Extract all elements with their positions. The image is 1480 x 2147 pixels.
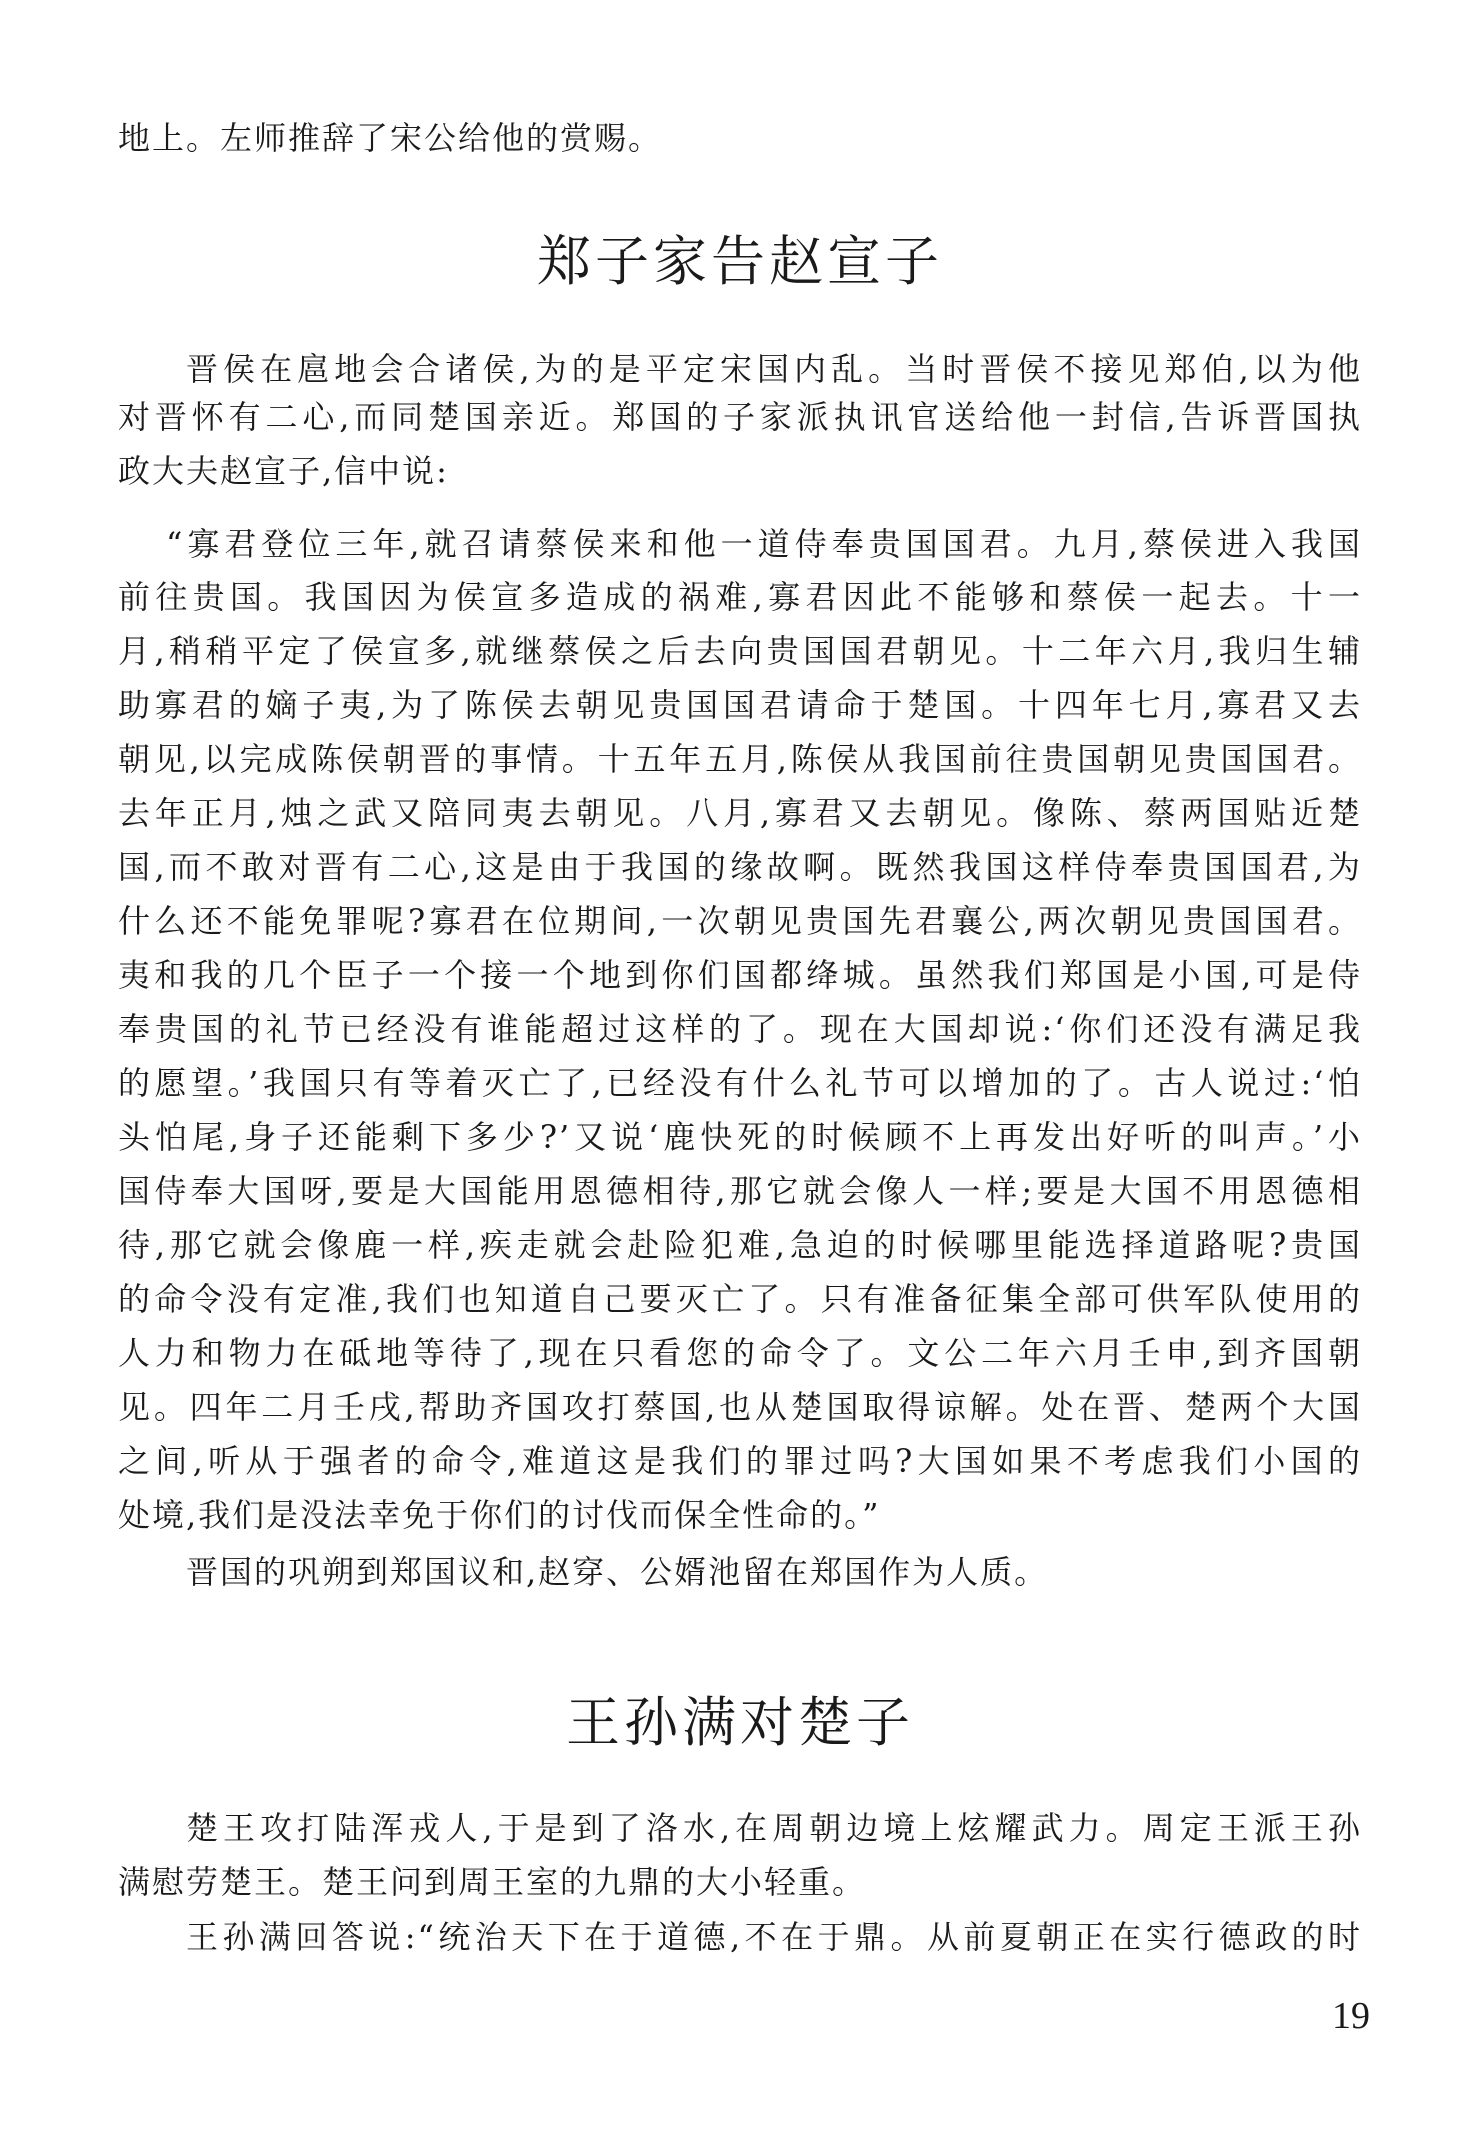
lead-line: 地上。左师推辞了宋公给他的赏赐。 [118,119,663,157]
paragraph-line: 去年正月,烛之武又陪同夷去朝见。八月,寡君又去朝见。像陈、蔡两国贴近楚 [118,794,1362,832]
paragraph-line: 的愿望。’我国只有等着灭亡了,已经没有什么礼节可以增加的了。古人说过:‘怕 [118,1064,1362,1102]
paragraph-line: 晋侯在扈地会合诸侯,为的是平定宋国内乱。当时晋侯不接见郑伯,以为他 [186,350,1362,388]
paragraph-line: 奉贵国的礼节已经没有谁能超过这样的了。现在大国却说:‘你们还没有满足我 [118,1010,1362,1048]
paragraph-line: 助寡君的嫡子夷,为了陈侯去朝见贵国国君请命于楚国。十四年七月,寡君又去 [118,686,1362,724]
paragraph-line: “寡君登位三年,就召请蔡侯来和他一道侍奉贵国国君。九月,蔡侯进入我国 [166,525,1362,563]
paragraph-line: 王孙满回答说:“统治天下在于道德,不在于鼎。从前夏朝正在实行德政的时 [186,1918,1362,1956]
paragraph-line: 之间,听从于强者的命令,难道这是我们的罪过吗?大国如果不考虑我们小国的 [118,1442,1362,1480]
section-title-1: 郑子家告赵宣子 [537,230,943,293]
section-title-2: 王孙满对楚子 [566,1691,914,1754]
paragraph-line: 晋国的巩朔到郑国议和,赵穿、公婿池留在郑国作为人质。 [186,1553,1049,1591]
paragraph-line: 国,而不敢对晋有二心,这是由于我国的缘故啊。既然我国这样侍奉贵国国君,为 [118,848,1362,886]
paragraph-line: 政大夫赵宣子,信中说: [118,452,449,490]
paragraph-line: 月,稍稍平定了侯宣多,就继蔡侯之后去向贵国国君朝见。十二年六月,我归生辅 [118,632,1362,670]
paragraph-line: 国侍奉大国呀,要是大国能用恩德相待,那它就会像人一样;要是大国不用恩德相 [118,1172,1362,1210]
paragraph-line: 楚王攻打陆浑戎人,于是到了洛水,在周朝边境上炫耀武力。周定王派王孙 [186,1809,1362,1847]
paragraph-line: 满慰劳楚王。楚王问到周王室的九鼎的大小轻重。 [118,1863,867,1901]
paragraph-line: 前往贵国。我国因为侯宣多造成的祸难,寡君因此不能够和蔡侯一起去。十一 [118,578,1362,616]
paragraph-line: 夷和我的几个臣子一个接一个地到你们国都绛城。虽然我们郑国是小国,可是侍 [118,956,1362,994]
paragraph-line: 的命令没有定准,我们也知道自己要灭亡了。只有准备征集全部可供军队使用的 [118,1280,1362,1318]
page-number: 19 [1332,1995,1370,2037]
paragraph-line: 对晋怀有二心,而同楚国亲近。郑国的子家派执讯官送给他一封信,告诉晋国执 [118,398,1362,436]
paragraph-line: 朝见,以完成陈侯朝晋的事情。十五年五月,陈侯从我国前往贵国朝见贵国国君。 [118,740,1362,778]
paragraph-line: 人力和物力在砥地等待了,现在只看您的命令了。文公二年六月壬申,到齐国朝 [118,1334,1362,1372]
paragraph-line: 处境,我们是没法幸免于你们的讨伐而保全性命的。” [118,1496,881,1534]
paragraph-line: 头怕尾,身子还能剩下多少?’又说‘鹿快死的时候顾不上再发出好听的叫声。’小 [118,1118,1362,1156]
paragraph-line: 待,那它就会像鹿一样,疾走就会赴险犯难,急迫的时候哪里能选择道路呢?贵国 [118,1226,1362,1264]
paragraph-line: 见。四年二月壬戌,帮助齐国攻打蔡国,也从楚国取得谅解。处在晋、楚两个大国 [118,1388,1362,1426]
paragraph-line: 什么还不能免罪呢?寡君在位期间,一次朝见贵国先君襄公,两次朝见贵国国君。 [118,902,1362,940]
